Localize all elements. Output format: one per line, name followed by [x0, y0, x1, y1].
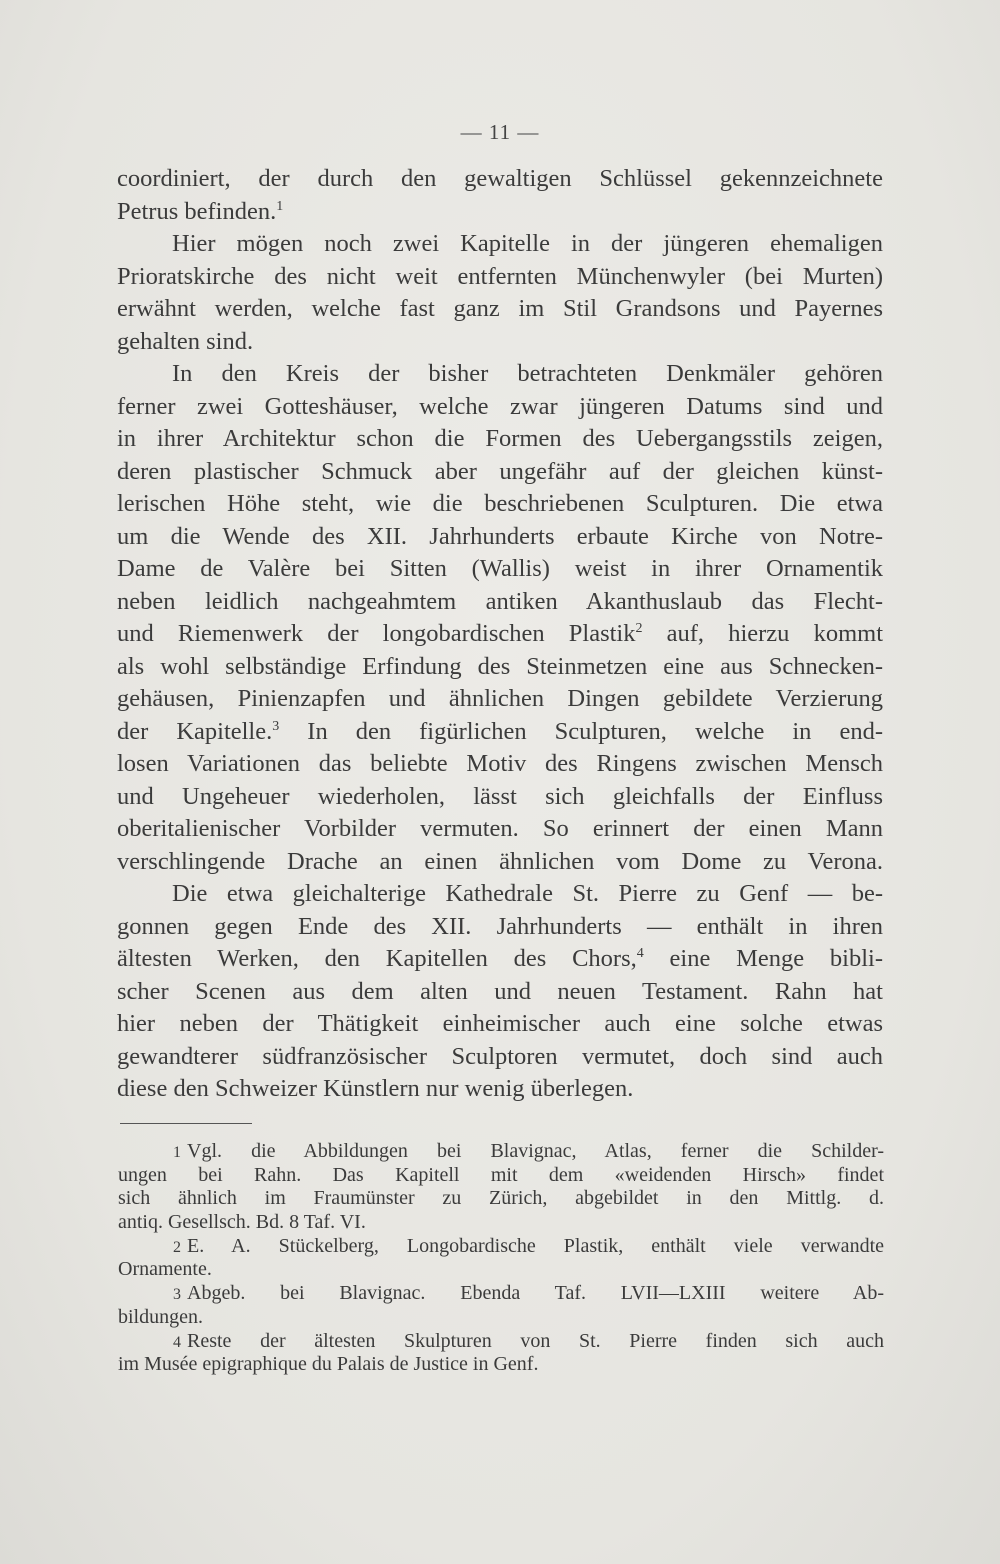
body-line-text: oberitalienischer Vorbilder vermuten. So erinnert der einen Mann — [117, 815, 883, 842]
footnote-line — [118, 1164, 884, 1188]
footnote-text: sich ähnlich im Fraumünster zu Zürich, abgebildet in den Mittlg. d. — [118, 1187, 884, 1210]
body-line — [117, 683, 883, 716]
body-line-text: ferner zwei Gotteshäuser, welche zwar jüngeren Datums sind und — [117, 392, 883, 420]
body-line-text-continued: eine Menge bibli- — [643, 945, 883, 972]
body-line — [117, 781, 883, 814]
body-line — [117, 943, 883, 976]
body-line-text: um die Wende des XII. Jahrhunderts erbaute Kirche von Notre- — [117, 522, 883, 550]
footnote-line — [118, 1258, 884, 1282]
body-line-text: hier neben der Thätigkeit einheimischer auch eine solche etwas — [117, 1010, 883, 1037]
footnote-line — [118, 1282, 884, 1306]
footnote-text: bildungen. — [118, 1305, 203, 1328]
footnote-reference: 3 — [272, 718, 280, 734]
footnote-text: Reste der ältesten Skulpturen von St. Pierre finden sich auch — [187, 1329, 884, 1352]
body-line-text: coordiniert, der durch den gewaltigen Schlüssel gekennzeichnete — [117, 165, 883, 192]
body-line-text: in ihrer Architektur schon die Formen des Uebergangsstils zeigen, — [117, 425, 883, 452]
body-line — [117, 651, 883, 684]
body-line-text: deren plastischer Schmuck aber ungefähr auf der gleichen künst- — [117, 457, 883, 485]
body-line-text: als wohl selbständige Erfindung des Steinmetzen eine aus Schnecken- — [117, 652, 883, 680]
page-number: — 11 — — [460, 120, 540, 144]
footnote-text: im Musée epigraphique du Palais de Justice in Genf. — [118, 1353, 539, 1376]
body-line — [117, 293, 883, 326]
body-line-text: In den Kreis der bisher betrachteten Denkmäler gehören — [172, 360, 883, 387]
body-line-text: erwähnt werden, welche fast ganz im Stil Grandsons und Payernes — [117, 295, 883, 322]
body-line — [117, 1041, 883, 1074]
body-line — [117, 163, 883, 196]
body-line — [117, 391, 883, 424]
body-line-text: Die etwa gleichalterige Kathedrale St. Pierre zu Genf — be- — [172, 880, 883, 907]
body-line-text: gonnen gegen Ende des XII. Jahrhunderts — enthält in ihren — [117, 912, 883, 940]
footnote-line — [118, 1330, 884, 1354]
footnote-text: Vgl. die Abbildungen bei Blavignac, Atlas, ferner die Schilder- — [187, 1140, 884, 1162]
body-line — [117, 813, 883, 846]
footnote-reference: 4 — [636, 946, 644, 961]
body-line-text: neben leidlich nachgeahmtem antiken Akanthuslaub das Flecht- — [117, 587, 883, 615]
body-line-text: Hier mögen noch zwei Kapitelle in der jüngeren ehemaligen — [172, 230, 883, 257]
body-line — [117, 846, 883, 879]
body-line — [117, 488, 883, 521]
body-line — [117, 748, 883, 781]
body-line — [117, 1008, 883, 1041]
footnote-number: 2 — [173, 1238, 181, 1256]
body-line-text-continued: In den figürlichen Sculpturen, welche in end- — [279, 717, 883, 745]
body-line — [117, 618, 883, 651]
footnote-separator-rule — [120, 1123, 252, 1124]
body-line — [117, 326, 883, 359]
body-line — [117, 586, 883, 619]
body-line-text: scher Scenen aus dem alten und neuen Testament. Rahn hat — [117, 977, 883, 1005]
body-line-text: und Riemenwerk der longobardischen Plastik — [117, 620, 636, 647]
footnote-reference: 2 — [635, 621, 643, 636]
body-line — [117, 1073, 883, 1106]
footnote-number: 3 — [173, 1286, 181, 1304]
body-line-text: losen Variationen das beliebte Motiv des Ringens zwischen Mensch — [117, 750, 883, 777]
body-line — [117, 358, 883, 391]
body-line — [117, 716, 883, 749]
body-line-text: und Ungeheuer wiederholen, lässt sich gleichfalls der Einfluss — [117, 782, 883, 810]
body-line-text: Dame de Valère bei Sitten (Wallis) weist in ihrer Ornamentik — [117, 555, 883, 582]
footnotes — [118, 1140, 884, 1377]
footnote-text: Abgeb. bei Blavignac. Ebenda Taf. LVII—LXIII weitere Ab- — [187, 1282, 884, 1305]
body-line-text: verschlingende Drache an einen ähnlichen vom Dome zu Verona. — [117, 847, 883, 875]
body-line-text: gehalten sind. — [117, 327, 254, 355]
footnote-text: Ornamente. — [118, 1258, 212, 1281]
body-line-text: Prioratskirche des nicht weit entfernten Münchenwyler (bei Murten) — [117, 262, 883, 290]
body-line-text-continued: auf, hierzu kommt — [642, 620, 883, 647]
body-line — [117, 228, 883, 261]
footnote-line — [118, 1187, 884, 1211]
body-line — [117, 878, 883, 911]
body-line-text: diese den Schweizer Künstlern nur wenig überlegen. — [117, 1075, 634, 1102]
body-line — [117, 553, 883, 586]
body-text — [117, 163, 883, 1106]
footnote-reference: 1 — [276, 198, 284, 214]
body-line-text: gehäusen, Pinienzapfen und ähnlichen Dingen gebildete Verzierung — [117, 685, 883, 712]
footnote-line — [118, 1353, 884, 1377]
body-line-text: gewandterer südfranzösischer Sculptoren vermutet, doch sind auch — [117, 1042, 883, 1070]
footnote-line — [118, 1235, 884, 1259]
body-line — [117, 521, 883, 554]
body-line-text: lerischen Höhe steht, wie die beschriebenen Sculpturen. Die etwa — [117, 490, 883, 517]
body-line — [117, 261, 883, 294]
footnote-number: 1 — [173, 1144, 181, 1161]
footnote-line — [118, 1211, 884, 1235]
body-line — [117, 911, 883, 944]
body-line-text: Petrus befinden. — [117, 197, 277, 225]
footnote-text: E. A. Stückelberg, Longobardische Plastik, enthält viele verwandte — [187, 1234, 884, 1257]
body-line — [117, 423, 883, 456]
footnote-line — [118, 1140, 884, 1164]
body-line — [117, 976, 883, 1009]
footnote-line — [118, 1306, 884, 1330]
body-line — [117, 196, 883, 229]
footnote-text: antiq. Gesellsch. Bd. 8 Taf. VI. — [118, 1211, 366, 1234]
footnote-text: ungen bei Rahn. Das Kapitell mit dem «weidenden Hirsch» findet — [118, 1163, 884, 1186]
body-line-text: ältesten Werken, den Kapitellen des Chors, — [117, 945, 637, 972]
body-line-text: der Kapitelle. — [117, 717, 273, 745]
footnote-number: 4 — [173, 1333, 181, 1351]
body-line — [117, 456, 883, 489]
